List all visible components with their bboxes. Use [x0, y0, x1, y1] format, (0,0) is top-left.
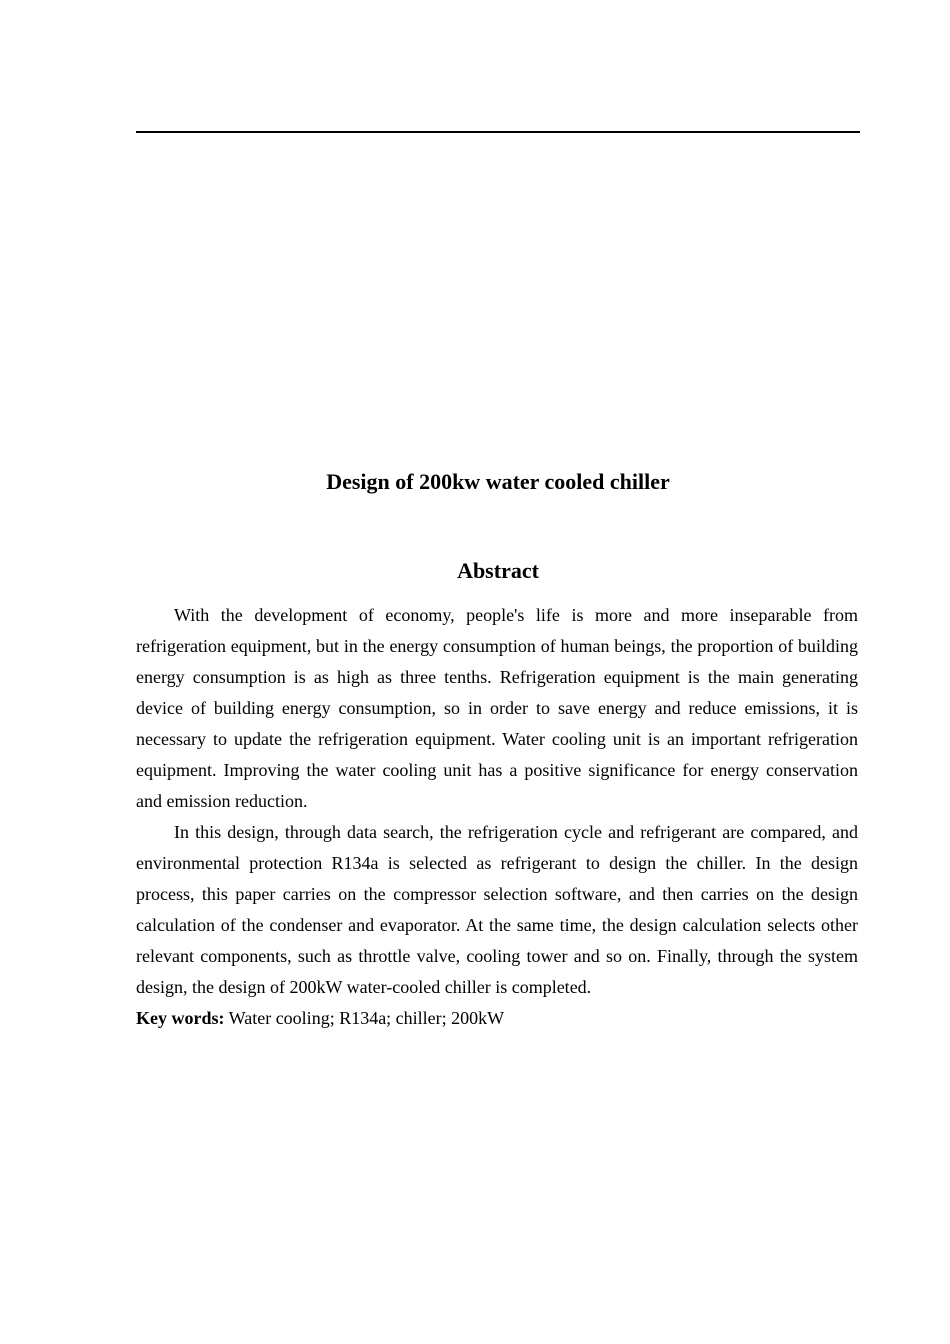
keywords-text: Water cooling; R134a; chiller; 200kW [224, 1008, 505, 1028]
keywords-label: Key words: [136, 1008, 225, 1028]
abstract-heading: Abstract [457, 558, 539, 583]
header-rule [136, 131, 860, 133]
keywords-line [136, 1003, 858, 1034]
abstract-paragraph-1: With the development of economy, people's life is more and more inseparable from refrigeration equipment, but in the energy consumption of human beings, the proportion of building energy consumption is as high as three tenths. Refrigeration equipment is the main generating device of building energy consumption, so in order to save energy and reduce emissions, it is necessary to update the refrigeration equipment. Water cooling unit is an important refrigeration equipment. Improving the water cooling unit has a positive significance for energy conservation and emission reduction. [136, 605, 858, 811]
paper-title: Design of 200kw water cooled chiller [326, 469, 670, 494]
abstract-paragraph-2: In this design, through data search, the refrigeration cycle and refrigerant are compared, and environmental protection R134a is selected as refrigerant to design the chiller. In the design process, this paper carries on the compressor selection software, and then carries on the design calculation of the condenser and evaporator. At the same time, the design calculation selects other relevant components, such as throttle valve, cooling tower and so on. Finally, through the system design, the design of 200kW water-cooled chiller is completed. [136, 822, 858, 997]
abstract-body [136, 600, 858, 1034]
